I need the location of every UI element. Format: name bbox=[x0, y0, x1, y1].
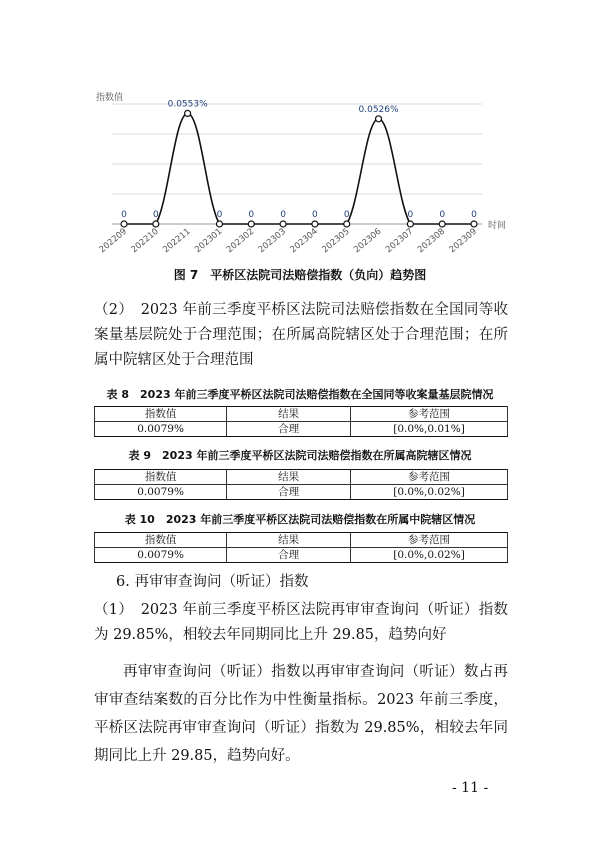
table-10-header-index: 指数值 bbox=[95, 533, 227, 548]
table-8 bbox=[94, 406, 508, 437]
table-8-header-result: 结果 bbox=[227, 407, 351, 422]
table-9-header-result: 结果 bbox=[227, 470, 351, 485]
table-10-cell-result: 合理 bbox=[227, 548, 351, 563]
x-tick-label: 202210 bbox=[129, 226, 161, 256]
table-10-cell-range: [0.0%,0.02%] bbox=[351, 548, 508, 563]
table-10-cell-index: 0.0079% bbox=[95, 548, 227, 563]
section-heading-6: 6. 再审审查询问（听证）指数 bbox=[116, 574, 309, 590]
data-label: 0.0526% bbox=[358, 104, 399, 115]
x-tick-label: 202211 bbox=[161, 226, 193, 256]
paragraph-2: （1） 2023 年前三季度平桥区法院再审审查询问（听证）指数为 29.85%，相较去年同期同比上升 29.85，趋势向好 bbox=[94, 602, 508, 643]
series-line bbox=[124, 113, 474, 224]
data-label: 0 bbox=[121, 210, 127, 220]
x-tick-label: 202304 bbox=[288, 226, 320, 256]
data-label: 0 bbox=[312, 210, 318, 220]
table-9-header-index: 指数值 bbox=[95, 470, 227, 485]
x-tick-label: 202306 bbox=[352, 226, 384, 256]
data-point bbox=[376, 116, 382, 122]
table-9 bbox=[94, 469, 508, 500]
table-8-cell-range: [0.0%,0.01%] bbox=[351, 422, 508, 437]
table-8-cell-result: 合理 bbox=[227, 422, 351, 437]
x-tick-label: 202309 bbox=[447, 226, 479, 256]
data-label: 0.0553% bbox=[167, 99, 208, 110]
page-number: - 11 - bbox=[452, 780, 489, 796]
paragraph-1: （2） 2023 年前三季度平桥区法院司法赔偿指数在全国同等收案量基层院处于合理范围；在所属高院辖区处于合理范围；在所属中院辖区处于合理范围 bbox=[94, 302, 508, 368]
x-tick-label: 202209 bbox=[97, 226, 129, 256]
data-label: 0 bbox=[439, 210, 446, 220]
table-10-caption: 表 10 2023 年前三季度平桥区法院司法赔偿指数在所属中院辖区情况 bbox=[124, 513, 476, 526]
table-8-header-range: 参考范围 bbox=[351, 407, 508, 422]
paragraph-3: 再审审查询问（听证）指数以再审审查询问（听证）数占再审审查结案数的百分比作为中性衡量指标。2023 年前三季度，平桥区法院再审审查询问（听证）指数为 29.85%，相较去年同期同比上升 29.85，趋势向好。 bbox=[94, 664, 508, 764]
data-label: 0 bbox=[280, 210, 286, 220]
x-tick-label: 202302 bbox=[224, 226, 257, 256]
table-10 bbox=[94, 532, 508, 563]
data-point bbox=[185, 110, 191, 116]
table-9-header-range: 参考范围 bbox=[351, 470, 508, 485]
table-9-caption: 表 9 2023 年前三季度平桥区法院司法赔偿指数在所属高院辖区情况 bbox=[128, 449, 472, 462]
table-8-header-index: 指数值 bbox=[95, 407, 227, 422]
table-9-cell-result: 合理 bbox=[227, 485, 351, 500]
table-9-cell-range: [0.0%,0.02%] bbox=[351, 485, 508, 500]
x-tick-label: 202307 bbox=[384, 226, 416, 256]
x-axis-label: 时间 bbox=[488, 221, 507, 231]
table-10-header-range: 参考范围 bbox=[351, 533, 508, 548]
data-label: 0 bbox=[152, 210, 159, 220]
x-tick-label: 202308 bbox=[415, 226, 448, 256]
data-label: 0 bbox=[343, 210, 350, 220]
data-label: 0 bbox=[216, 210, 223, 220]
table-10-header-result: 结果 bbox=[227, 533, 351, 548]
x-tick-label: 202305 bbox=[320, 226, 352, 256]
trend-chart bbox=[96, 86, 516, 258]
data-label: 0 bbox=[248, 210, 255, 220]
data-label: 0 bbox=[471, 210, 477, 220]
x-tick-label: 202303 bbox=[256, 226, 289, 256]
table-8-caption: 表 8 2023 年前三季度平桥区法院司法赔偿指数在全国同等收案量基层院情况 bbox=[106, 388, 494, 401]
x-tick-label: 202301 bbox=[193, 226, 225, 256]
table-8-cell-index: 0.0079% bbox=[95, 422, 227, 437]
data-label: 0 bbox=[407, 210, 414, 220]
chart-svg bbox=[96, 86, 516, 258]
y-axis-label: 指数值 bbox=[96, 93, 124, 103]
figure-caption: 图 7 平桥区法院司法赔偿指数（负向）趋势图 bbox=[173, 268, 427, 282]
table-9-cell-index: 0.0079% bbox=[95, 485, 227, 500]
